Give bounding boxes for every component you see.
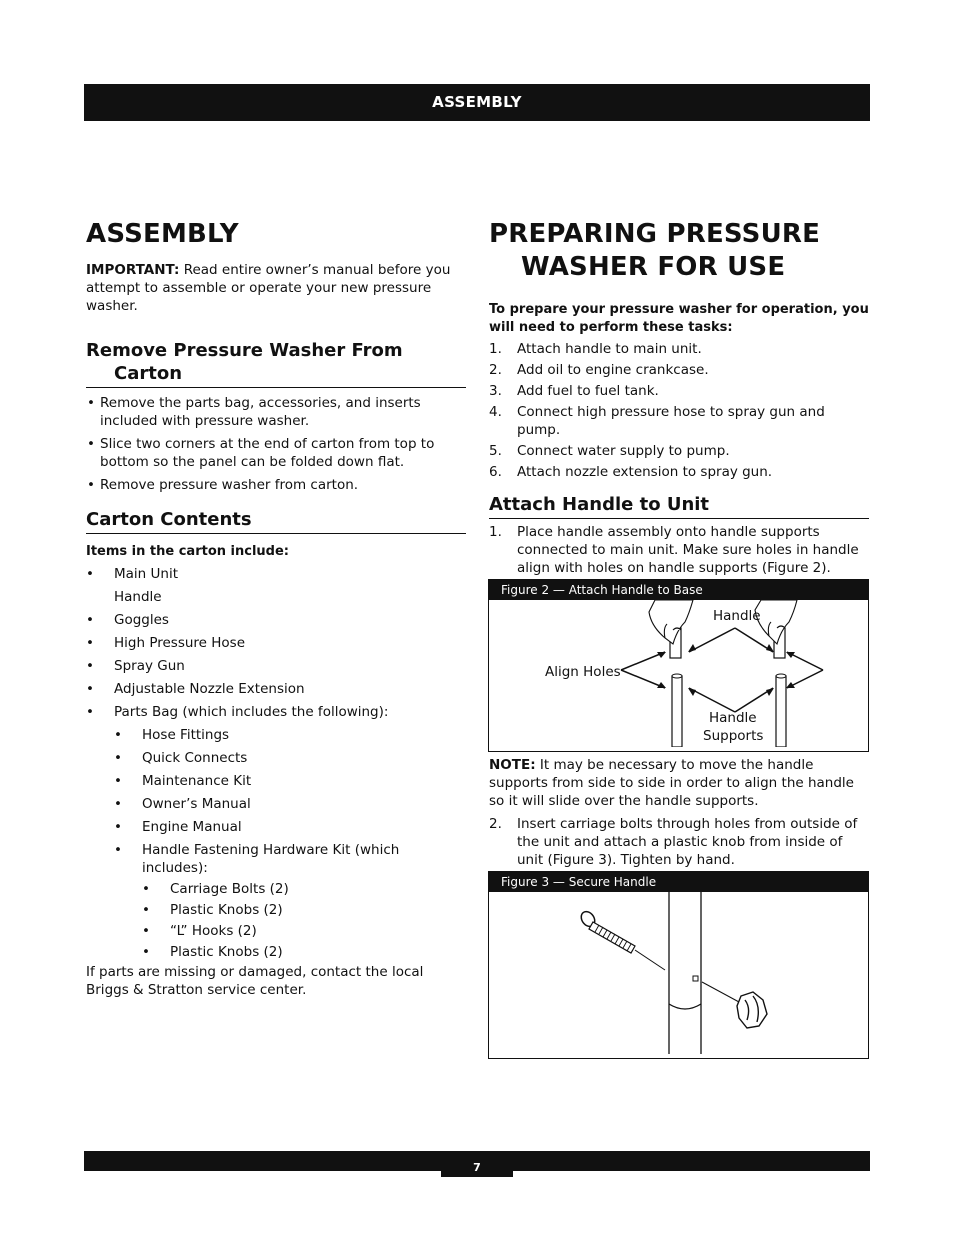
step-number: 5.	[489, 443, 502, 459]
label-align-holes: Align Holes	[545, 664, 621, 680]
list-item: • Remove pressure washer from carton.	[86, 476, 466, 494]
note-label: NOTE:	[489, 757, 536, 773]
step-number: 2.	[489, 816, 502, 832]
section-header-bar	[84, 84, 870, 121]
figure-2-leader-lines	[621, 628, 823, 712]
support-tube-right	[776, 676, 786, 747]
item-text: Carriage Bolts (2)	[170, 881, 289, 897]
bullet: •	[86, 658, 94, 674]
item-text: Owner’s Manual	[142, 796, 251, 812]
step-number: 1.	[489, 341, 502, 357]
figure-3	[488, 871, 869, 1059]
figure-3-illustration	[489, 892, 868, 1054]
item-text: Goggles	[114, 612, 169, 628]
attach-step-2	[489, 815, 869, 869]
assembly-title: ASSEMBLY	[86, 219, 239, 249]
figure-2-illustration	[489, 600, 868, 747]
list-item	[86, 565, 466, 583]
tasks-list	[489, 340, 869, 481]
carton-intro: Items in the carton include:	[86, 544, 289, 559]
remove-carton-heading: Remove Pressure Washer From Carton	[86, 339, 466, 388]
bolt-hole	[693, 976, 698, 981]
item-text: Main Unit	[114, 566, 178, 582]
item-text: Adjustable Nozzle Extension	[114, 681, 305, 697]
bullet: •	[86, 612, 94, 628]
list-item: • Plastic Knobs (2)	[142, 902, 283, 918]
item-text: High Pressure Hose	[114, 635, 246, 651]
list-item	[86, 611, 466, 629]
step-text: Attach nozzle extension to spray gun.	[517, 464, 773, 480]
item-text: Plastic Knobs (2)	[170, 902, 283, 918]
item-text: Spray Gun	[114, 658, 185, 674]
step-number: 4.	[489, 404, 502, 420]
list-item: • Handle Fastening Hardware Kit (which includes):	[114, 842, 400, 876]
step-number: 2.	[489, 362, 502, 378]
item-text: “L” Hooks (2)	[170, 923, 257, 939]
label-handle: Handle	[713, 608, 761, 624]
page-number: 7	[441, 1151, 513, 1177]
list-item: • “L” Hooks (2)	[142, 923, 257, 939]
support-tube-left	[672, 676, 682, 747]
handle-tube	[669, 892, 701, 1054]
list-item	[489, 815, 869, 869]
item-text: Parts Bag (which includes the following):	[114, 704, 389, 720]
label-supports-line2: Supports	[703, 728, 764, 744]
step-text: Connect high pressure hose to spray gun and pump.	[517, 404, 825, 438]
list-item: • Hose Fittings	[114, 727, 230, 743]
list-item	[86, 657, 466, 675]
attach-handle-heading: Attach Handle to Unit	[489, 493, 869, 519]
list-item: • Carriage Bolts (2)	[142, 881, 289, 897]
important-text: Read entire owner’s manual before you attempt to assemble or operate your new pressure washer.	[86, 262, 451, 314]
carton-contents-heading: Carton Contents	[86, 508, 466, 534]
list-item: • Owner’s Manual	[114, 796, 251, 812]
label-supports-line1: Handle	[709, 710, 757, 726]
bullet: •	[86, 704, 94, 720]
step-text: Insert carriage bolts through holes from outside of the unit and attach a plastic knob from inside of unit (Figure 3). Tighten by hand.	[517, 816, 858, 868]
list-item	[489, 382, 869, 400]
preparing-title: PREPARING PRESSURE WASHER FOR USE	[489, 219, 821, 282]
step-text: Add oil to engine crankcase.	[517, 362, 709, 378]
item-text: Maintenance Kit	[142, 773, 252, 789]
carton-items-list	[86, 565, 466, 961]
step-number: 6.	[489, 464, 502, 480]
list-item	[489, 361, 869, 379]
left-column	[86, 218, 466, 999]
list-item	[489, 463, 869, 481]
figure-2-caption: Figure 2 — Attach Handle to Base	[489, 580, 868, 600]
list-item	[489, 403, 869, 439]
step-text: Connect water supply to pump.	[517, 443, 730, 459]
figure-2	[488, 579, 869, 752]
list-item	[86, 634, 466, 652]
list-item: • Plastic Knobs (2)	[142, 944, 283, 960]
important-paragraph	[86, 261, 466, 315]
step-number: 3.	[489, 383, 502, 399]
item-text: Handle	[114, 589, 162, 605]
right-column	[489, 218, 869, 1059]
bullet: •	[86, 635, 94, 651]
step-text: Place handle assembly onto handle supports connected to main unit. Make sure holes in handle align with holes on handle supports (Figure 2).	[517, 524, 859, 576]
important-label: IMPORTANT:	[86, 262, 180, 278]
hand-right-icon	[755, 600, 797, 644]
bullet: •	[86, 566, 94, 582]
bullet: •	[86, 681, 94, 697]
section-header-title: ASSEMBLY	[432, 93, 522, 111]
item-text: Quick Connects	[142, 750, 248, 766]
step-text: Attach handle to main unit.	[517, 341, 702, 357]
list-item	[489, 340, 869, 358]
list-item	[489, 442, 869, 460]
item-text: Engine Manual	[142, 819, 242, 835]
figure-3-caption: Figure 3 — Secure Handle	[489, 872, 868, 892]
item-text: Hose Fittings	[142, 727, 230, 743]
carriage-bolt-icon	[578, 909, 665, 970]
note-paragraph	[489, 756, 869, 810]
step-text: Add fuel to fuel tank.	[517, 383, 659, 399]
note-text: It may be necessary to move the handle supports from side to side in order to align the handle so it will slide over the handle supports.	[489, 757, 854, 809]
tasks-intro: To prepare your pressure washer for operation, you will need to perform these tasks:	[489, 302, 869, 335]
list-item	[86, 703, 466, 721]
list-item	[489, 523, 869, 577]
hand-left-icon	[649, 600, 693, 644]
missing-parts-note: If parts are missing or damaged, contact the local Briggs & Stratton service center.	[86, 964, 424, 998]
list-item: • Quick Connects	[114, 750, 248, 766]
attach-step-1	[489, 523, 869, 577]
item-text: Plastic Knobs (2)	[170, 944, 283, 960]
list-item: • Maintenance Kit	[114, 773, 252, 789]
list-item	[86, 588, 466, 606]
remove-steps-list	[86, 394, 466, 494]
step-number: 1.	[489, 524, 502, 540]
plastic-knob-icon	[702, 982, 767, 1028]
list-item: • Engine Manual	[114, 819, 242, 835]
item-text: Handle Fastening Hardware Kit (which includes):	[142, 842, 400, 876]
list-item: • Slice two corners at the end of carton from top to bottom so the panel can be folded down flat.	[86, 435, 466, 471]
list-item: • Remove the parts bag, accessories, and inserts included with pressure washer.	[86, 394, 466, 430]
list-item	[86, 680, 466, 698]
